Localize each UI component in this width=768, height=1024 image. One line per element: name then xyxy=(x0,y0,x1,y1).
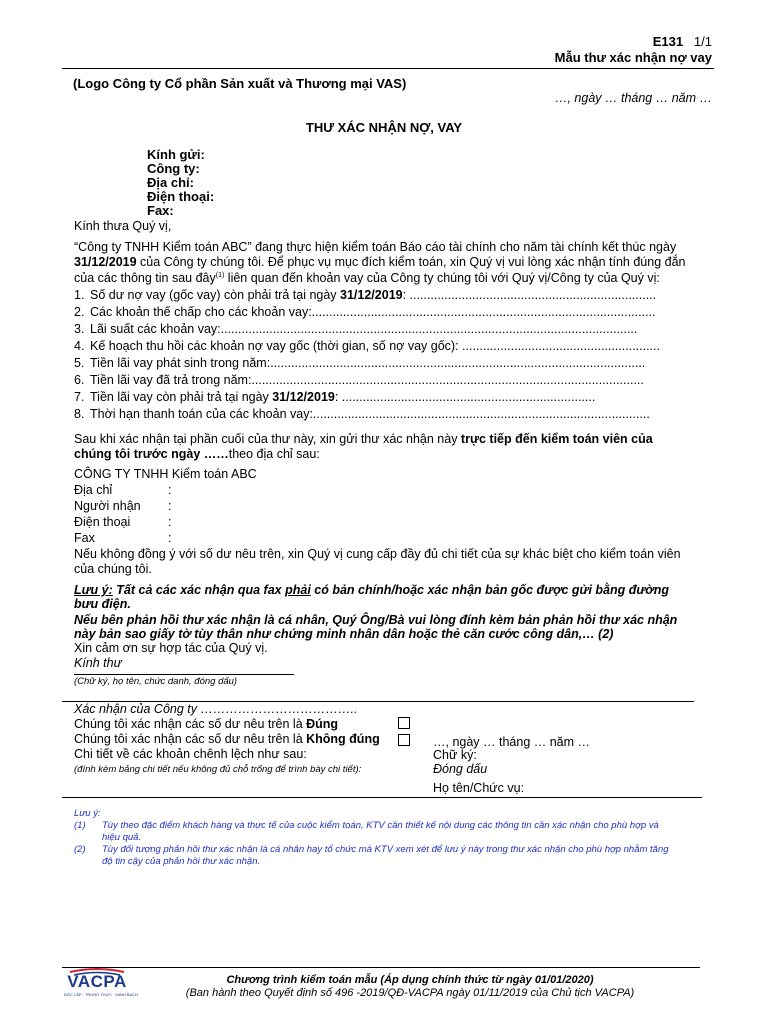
thanks-line: Xin cảm ơn sự hợp tác của Quý vị. xyxy=(74,641,268,655)
footnote-2: (2) Tùy đối tượng phản hồi thư xác nhận là cá nhân hay tổ chức mà KTV xem xét để lưu ý này trong thư xác nhận cho phù hợp nhằm tăng độ tin cậy của phản hồi thư xác nhận. xyxy=(74,844,669,867)
form-subtitle: Mẫu thư xác nhận nợ vay xyxy=(554,50,712,65)
agree-checkbox[interactable] xyxy=(398,717,410,729)
fax-note: Lưu ý: Tất cả các xác nhận qua fax phải có bản chính/hoặc xác nhận bản gốc được gửi bằng đường bưu điện. xyxy=(74,583,669,611)
footnote-1: (1) Tùy theo đặc điểm khách hàng và thực tế của cuộc kiểm toán, KTV cần thiết kế nội dung các thông tin cần xác nhận cho phù hợp và hiệu quả. xyxy=(74,820,659,843)
confirm-heading: Xác nhận của Công ty ……………………………….. xyxy=(74,702,358,716)
signature-hint: (Chữ ký, họ tên, chức danh, đóng dấu) xyxy=(74,676,238,687)
auditor-field: Fax : xyxy=(74,531,172,545)
list-item: 7. Tiền lãi vay còn phải trả tại ngày 31/12/2019: ......................................................................... xyxy=(74,390,596,404)
disagree-checkbox[interactable] xyxy=(398,734,410,746)
form-code: E131 1/1 xyxy=(652,34,712,49)
auditor-block xyxy=(74,466,257,546)
auditor-field: Địa chỉ : xyxy=(74,483,172,497)
auditor-name: CÔNG TY TNHH Kiểm toán ABC xyxy=(74,467,257,481)
recipient-company: Công ty: xyxy=(147,161,200,176)
confirm-date: …, ngày … tháng … năm … xyxy=(433,735,591,749)
details-hint: (đính kèm bảng chi tiết nếu không đủ chỗ trống để trình bày chi tiết): xyxy=(74,764,362,775)
confirm-signature: Chữ ký: xyxy=(433,748,477,762)
intro-line-3: của các thông tin sau đây$^{(1)}$ liên quan đến khoản vay của Công ty chúng tôi với Quý vị/Công ty của Quý vị: xyxy=(74,271,660,286)
footer-line-2: (Ban hành theo Quyết định số 496 -2019/QĐ-VACPA ngày 01/11/2019 của Chủ tịch VACPA) xyxy=(185,987,635,999)
header-divider xyxy=(62,68,714,69)
list-item: 4. Kế hoạch thu hồi các khoản nợ vay gốc (thời gian, số nợ vay gốc): ......................................................... xyxy=(74,339,660,353)
list-item: 5. Tiền lãi vay phát sinh trong năm:............................................................................................................ xyxy=(74,356,646,370)
footer-divider xyxy=(62,967,700,968)
list-item: 1. Số dư nợ vay (gốc vay) còn phải trả tại ngày 31/12/2019: ....................................................................... xyxy=(74,288,657,302)
list-item: 6. Tiền lãi vay đã trả trong năm:................................................................................................................. xyxy=(74,373,644,387)
intro-line-2: 31/12/2019 của Công ty chúng tôi. Để phục vụ mục đích kiểm toán, xin Quý vị vui lòng xác nhận tính đúng đắn xyxy=(74,254,686,269)
footnotes: Lưu ý: (1) Tùy theo đặc điểm khách hàng và thực tế của cuộc kiểm toán, KTV cần thiết kế nội dung các thông tin cần xác nhận cho phù hợp và hiệu quả. (2) Tùy đối tượng phản hồi thư xác nhận là cá nhân hay tổ chức mà KTV xem xét để lưu ý này trong thư xác nhận cho phù hợp nhằm tăng độ tin cậy của phản hồi thư xác nhận. xyxy=(74,808,714,868)
auditor-field: Điện thoại : xyxy=(74,515,172,529)
list-item: 3. Lãi suất các khoản vay:........................................................................................................................ xyxy=(74,322,638,336)
logo-placeholder: (Logo Công ty Cổ phần Sản xuất và Thương mại VAS) xyxy=(73,76,407,91)
vacpa-logo xyxy=(64,968,138,1005)
footer-line-1: Chương trình kiểm toán mẫu (Áp dụng chính thức từ ngày 01/01/2020) xyxy=(226,974,594,986)
details-label: Chi tiết về các khoản chênh lệch như sau: xyxy=(74,747,307,761)
recipient-fax: Fax: xyxy=(147,203,174,218)
signature-line xyxy=(74,674,294,675)
send-instructions: Sau khi xác nhận tại phần cuối của thư này, xin gửi thư xác nhận này trực tiếp đến kiểm toán viên của chúng tôi trước ngày ……theo địa chỉ sau: xyxy=(74,432,653,461)
individual-note: Nếu bên phản hồi thư xác nhận là cá nhân, Quý Ông/Bà vui lòng đính kèm bản phản hồi thư xác nhận này bản sao giấy tờ tùy thân như chứng minh nhân dân hoặc thẻ căn cước công dân,… (2) xyxy=(74,613,678,641)
confirm-stamp: Đóng dấu xyxy=(433,762,488,776)
list-item: 2. Các khoản thế chấp cho các khoản vay:................................................................................................... xyxy=(74,305,656,319)
confirm-name-title: Họ tên/Chức vụ: xyxy=(433,781,525,795)
recipient-phone: Điện thoại: xyxy=(147,189,215,204)
intro-paragraph xyxy=(74,240,686,286)
vacpa-logo-text: VACPA xyxy=(67,972,127,991)
footnote-divider xyxy=(62,797,702,798)
greeting: Kính thưa Quý vị, xyxy=(74,219,172,233)
auditor-field: Người nhận : xyxy=(74,499,172,513)
regards-line: Kính thư xyxy=(74,655,122,670)
closing xyxy=(74,641,268,670)
recipient-address: Địa chỉ: xyxy=(147,175,194,190)
confirm-disagree: Chúng tôi xác nhận các số dư nêu trên là Không đúng xyxy=(74,732,380,746)
recipient-to: Kính gửi: xyxy=(147,147,205,162)
date-line: …, ngày … tháng … năm … xyxy=(554,91,712,105)
confirm-agree: Chúng tôi xác nhận các số dư nêu trên là Đúng xyxy=(74,717,339,731)
recipient-block xyxy=(147,148,214,218)
list-item: 8. Thời hạn thanh toán của các khoản vay:................................................................................................. xyxy=(74,407,650,421)
letter-title: THƯ XÁC NHẬN NỢ, VAY xyxy=(305,120,463,135)
intro-line-1: “Công ty TNHH Kiểm toán ABC” đang thực hiện kiểm toán Báo cáo tài chính cho năm tài chính kết thúc ngày xyxy=(74,240,677,254)
confirmation-items xyxy=(74,287,660,423)
vacpa-logo-tagline: ĐỘC LẬP · TRUNG THỰC · MINH BẠCH xyxy=(64,992,138,997)
disagree-paragraph: Nếu không đồng ý với số dư nêu trên, xin Quý vị cung cấp đầy đủ chi tiết của sự khác biệt cho kiểm toán viên của chúng tôi. xyxy=(74,547,681,576)
